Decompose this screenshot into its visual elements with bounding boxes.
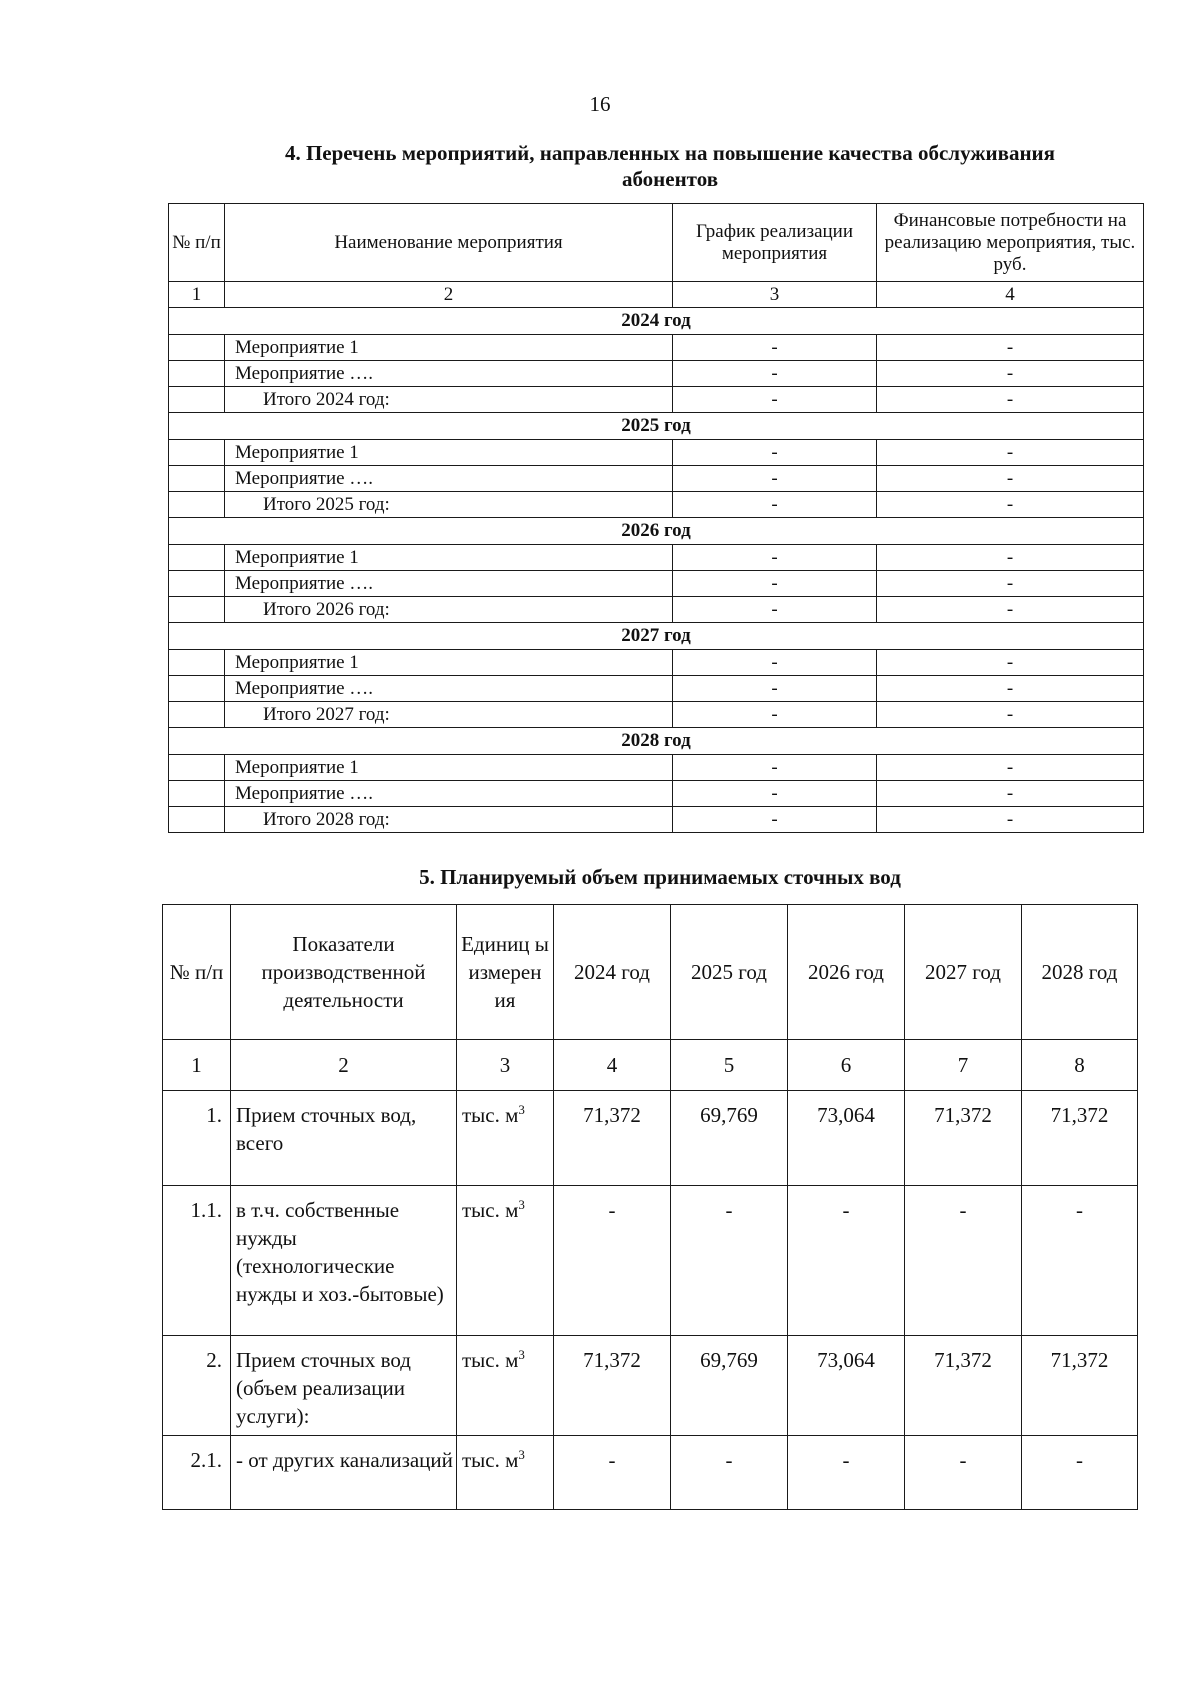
year-heading: 2028 год [169,728,1144,755]
column-number: 5 [671,1040,788,1091]
year-value: - [788,1186,905,1336]
section-4-title-line1: 4. Перечень мероприятий, направленных на повышение качества обслуживания [284,141,1056,165]
total-row [169,702,1144,728]
column-number-row [163,1040,1138,1091]
year-heading: 2027 год [169,623,1144,650]
indicator-label: Прием сточных вод (объем реализации услуги): [231,1336,457,1436]
year-value: - [1022,1186,1138,1336]
row-number [169,571,225,597]
total-label: Итого 2025 год: [225,492,673,518]
finance-value: - [877,492,1144,518]
total-row [169,492,1144,518]
year-value: 71,372 [554,1091,671,1186]
total-label: Итого 2027 год: [225,702,673,728]
year-group-row [169,413,1144,440]
header-number: № п/п [169,204,225,282]
unit-cell [457,1336,554,1436]
row-number [169,755,225,781]
indicator-row [163,1336,1138,1436]
year-value: - [905,1436,1022,1510]
unit-cell [457,1091,554,1186]
column-number: 3 [457,1040,554,1091]
header-year: 2026 год [788,905,905,1040]
finance-value: - [877,702,1144,728]
column-number: 2 [225,282,673,308]
column-number: 4 [554,1040,671,1091]
row-number [169,807,225,833]
measure-name: Мероприятие …. [225,676,673,702]
measure-row [169,466,1144,492]
year-value: 69,769 [671,1336,788,1436]
measure-row [169,440,1144,466]
schedule-value: - [673,387,877,413]
header-unit: Единиц ы измерен ия [457,905,554,1040]
indicator-row [163,1091,1138,1186]
schedule-value: - [673,781,877,807]
schedule-value: - [673,545,877,571]
total-row [169,597,1144,623]
measure-name: Мероприятие 1 [225,650,673,676]
column-number: 1 [169,282,225,308]
column-number: 4 [877,282,1144,308]
page-number: 16 [589,92,611,116]
measures-table [168,203,1144,833]
measure-name: Мероприятие …. [225,361,673,387]
year-heading: 2024 год [169,308,1144,335]
schedule-value: - [673,440,877,466]
row-index: 2.1. [163,1436,231,1510]
year-value: 71,372 [905,1091,1022,1186]
volume-table-body [163,1091,1138,1510]
measure-name: Мероприятие 1 [225,755,673,781]
header-year: 2025 год [671,905,788,1040]
measure-row [169,545,1144,571]
header-number: № п/п [163,905,231,1040]
row-number [169,781,225,807]
schedule-value: - [673,807,877,833]
schedule-value: - [673,755,877,781]
row-number [169,650,225,676]
indicator-label: Прием сточных вод, всего [231,1091,457,1186]
unit-text: тыс. м [462,1103,519,1127]
schedule-value: - [673,650,877,676]
finance-value: - [877,676,1144,702]
year-heading: 2026 год [169,518,1144,545]
unit-text: тыс. м [462,1448,519,1472]
measure-row [169,755,1144,781]
schedule-value: - [673,335,877,361]
year-value: 69,769 [671,1091,788,1186]
measure-row [169,571,1144,597]
row-number [169,440,225,466]
measure-row [169,676,1144,702]
finance-value: - [877,650,1144,676]
schedule-value: - [673,492,877,518]
column-number: 6 [788,1040,905,1091]
year-group-row [169,308,1144,335]
column-number: 3 [673,282,877,308]
schedule-value: - [673,466,877,492]
unit-text: тыс. м [462,1348,519,1372]
column-number: 2 [231,1040,457,1091]
finance-value: - [877,807,1144,833]
indicator-row [163,1436,1138,1510]
finance-value: - [877,440,1144,466]
year-value: - [554,1436,671,1510]
column-number: 1 [163,1040,231,1091]
finance-value: - [877,781,1144,807]
total-row [169,387,1144,413]
row-number [169,597,225,623]
schedule-value: - [673,361,877,387]
row-index: 1.1. [163,1186,231,1336]
finance-value: - [877,335,1144,361]
unit-exponent: 3 [518,1447,525,1462]
measures-table-body [169,308,1144,833]
row-number [169,387,225,413]
header-year: 2024 год [554,905,671,1040]
year-value: - [554,1186,671,1336]
schedule-value: - [673,702,877,728]
volume-table-header [163,905,1138,1040]
finance-value: - [877,466,1144,492]
year-value: 71,372 [1022,1091,1138,1186]
year-value: - [671,1186,788,1336]
total-label: Итого 2024 год: [225,387,673,413]
header-year: 2027 год [905,905,1022,1040]
measures-table-header [169,204,1144,282]
year-group-row [169,518,1144,545]
indicator-label: - от других канализаций [231,1436,457,1510]
measure-row [169,335,1144,361]
finance-value: - [877,597,1144,623]
measure-row [169,361,1144,387]
measure-name: Мероприятие 1 [225,545,673,571]
row-index: 2. [163,1336,231,1436]
year-value: 71,372 [554,1336,671,1436]
measure-name: Мероприятие …. [225,781,673,807]
schedule-value: - [673,676,877,702]
unit-cell [457,1436,554,1510]
unit-exponent: 3 [518,1347,525,1362]
indicator-row [163,1186,1138,1336]
finance-value: - [877,571,1144,597]
year-value: - [905,1186,1022,1336]
total-row [169,807,1144,833]
row-number [169,361,225,387]
year-value: - [671,1436,788,1510]
measure-row [169,781,1144,807]
section-4-title [220,140,1120,192]
finance-value: - [877,755,1144,781]
year-value: 73,064 [788,1091,905,1186]
header-indicator: Показатели производственной деятельности [231,905,457,1040]
year-value: 71,372 [905,1336,1022,1436]
measure-name: Мероприятие 1 [225,440,673,466]
total-label: Итого 2028 год: [225,807,673,833]
row-number [169,702,225,728]
year-value: 73,064 [788,1336,905,1436]
row-number [169,335,225,361]
column-number: 7 [905,1040,1022,1091]
year-value: 71,372 [1022,1336,1138,1436]
row-number [169,545,225,571]
section-5-title: 5. Планируемый объем принимаемых сточных вод [419,865,901,889]
year-value: - [1022,1436,1138,1510]
measure-name: Мероприятие …. [225,571,673,597]
row-number [169,676,225,702]
header-year: 2028 год [1022,905,1138,1040]
measure-name: Мероприятие 1 [225,335,673,361]
header-schedule: График реализации мероприятия [673,204,877,282]
schedule-value: - [673,597,877,623]
finance-value: - [877,545,1144,571]
row-index: 1. [163,1091,231,1186]
schedule-value: - [673,571,877,597]
measure-name: Мероприятие …. [225,466,673,492]
finance-value: - [877,387,1144,413]
unit-text: тыс. м [462,1198,519,1222]
header-measure-name: Наименование мероприятия [225,204,673,282]
total-label: Итого 2026 год: [225,597,673,623]
wastewater-volume-table [162,904,1138,1510]
unit-cell [457,1186,554,1336]
column-number-row [169,282,1144,308]
year-value: - [788,1436,905,1510]
header-finance: Финансовые потребности на реализацию мероприятия, тыс. руб. [877,204,1144,282]
column-number: 8 [1022,1040,1138,1091]
section-4-title-line2: абонентов [621,167,719,191]
unit-exponent: 3 [518,1197,525,1212]
year-heading: 2025 год [169,413,1144,440]
finance-value: - [877,361,1144,387]
row-number [169,492,225,518]
measure-row [169,650,1144,676]
unit-exponent: 3 [518,1102,525,1117]
year-group-row [169,623,1144,650]
row-number [169,466,225,492]
year-group-row [169,728,1144,755]
indicator-label: в т.ч. собственные нужды (технологические нужды и хоз.-бытовые) [231,1186,457,1336]
